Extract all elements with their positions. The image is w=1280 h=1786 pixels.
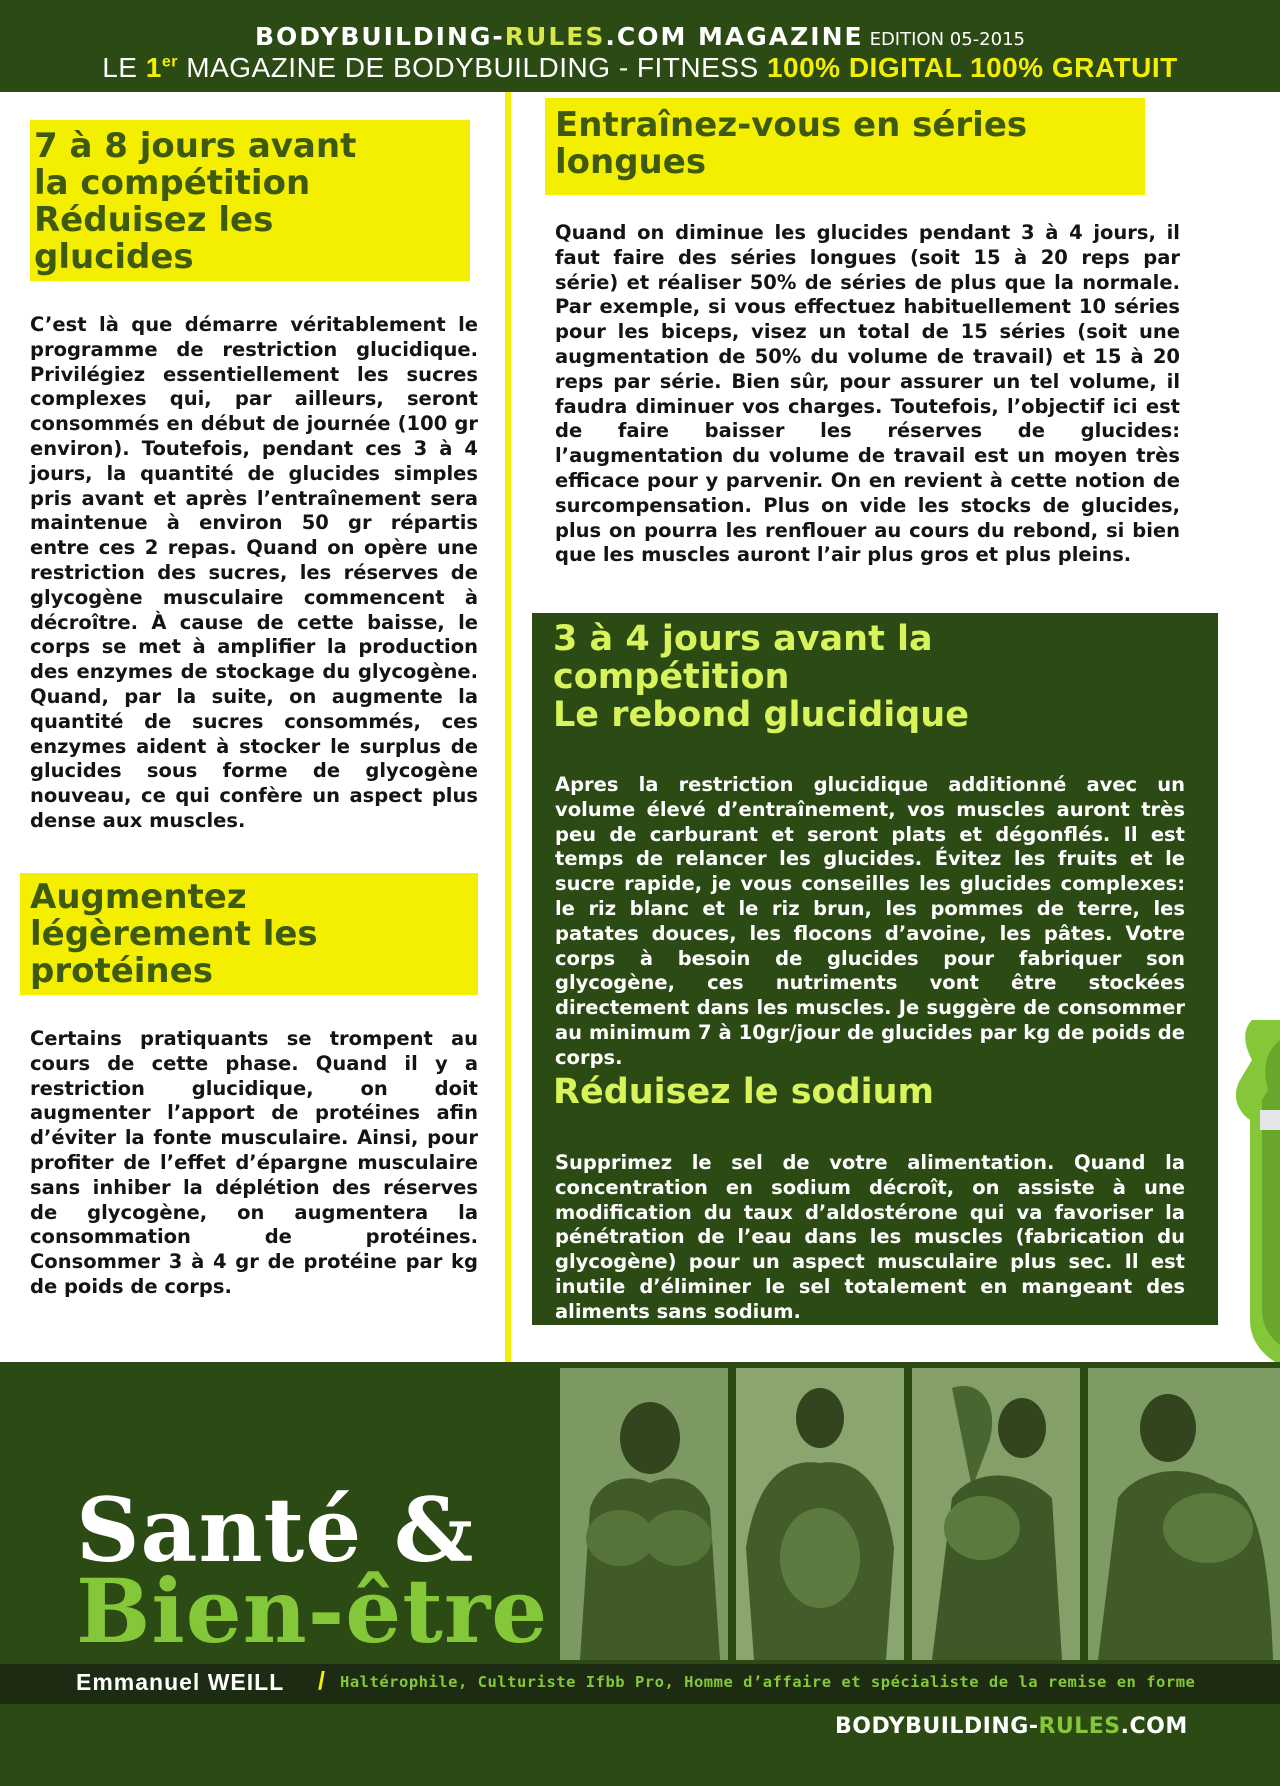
- section-heading-proteins: [20, 873, 478, 995]
- heading-line: protéines: [30, 951, 213, 991]
- magazine-title: [0, 22, 1280, 51]
- section-heading-long-sets: [545, 98, 1145, 195]
- heading-line: compétition: [553, 657, 790, 697]
- section-body-proteins: Certains pratiquants se trompent au cours de cette phase. Quand il y a restriction glucidique, on doit augmenter l’apport de protéines afin d’éviter la fonte musculaire. Ainsi, pour profiter de l’effet d’épargne musculaire sans inhiber la déplétion des réserves de glycogène, on augmentera la consommation de protéines. Consommer 3 à 4 gr de protéine par kg de poids de corps.: [30, 1027, 478, 1298]
- masthead: [0, 0, 1280, 92]
- decorative-highlight: [1260, 1110, 1280, 1130]
- footer-site-accent: RULES: [1038, 1714, 1121, 1739]
- section-body-carb-rebound: Apres la restriction glucidique additionné avec un volume élevé d’entraînement, vos muscles auront très peu de carburant et seront plats et dégonflés. Il est temps de relancer les glucides. Évitez les fruits et le sucre rapide, je vous conseilles les glucides complexes: le riz blanc et le riz brun, les pommes de terre, les patates douces, les flocons d’avoine, les pâtes. Votre corps à besoin de glucides pour fabriquer son glycogène, ces nutriments vont être stockées directement dans les muscles. Je suggère de consommer au minimum 7 à 10gr/jour de glucides par kg de poids de corps.: [555, 773, 1185, 1069]
- athlete-silhouette: [560, 1368, 728, 1660]
- section-body-sodium: Supprimez le sel de votre alimentation. Quand la concentration en sodium décroît, on assiste à une modification du taux d’aldostérone qui va favoriser la pénétration de l’eau dans les muscles (fabrication du glycogène) pour un aspect musculaire plus sec. Il est inutile d’éliminer le sel totalement en mangeant des aliments sans sodium.: [555, 1151, 1185, 1323]
- heading-line: longues: [555, 142, 707, 182]
- feature-title-line2: Bien-être: [76, 1559, 549, 1663]
- decorative-lime-shape: [1222, 1020, 1280, 1365]
- site-name-post: .COM MAGAZINE: [605, 22, 864, 51]
- heading-line: 3 à 4 jours avant la: [553, 619, 933, 659]
- feature-title-line1: Santé &: [76, 1478, 475, 1582]
- author-role: Haltérophile, Culturiste Ifbb Pro, Homme d’affaire et spécialiste de la remise en forme: [340, 1673, 1196, 1691]
- tagline-superscript: er: [161, 53, 178, 71]
- footer-site-link[interactable]: [835, 1714, 1188, 1739]
- heading-line: légèrement les: [30, 914, 318, 954]
- heading-line: Augmentez: [30, 877, 247, 917]
- athlete-silhouette: [1088, 1368, 1280, 1660]
- section-heading-carb-rebound: [553, 620, 1193, 734]
- footer-site-post: .COM: [1120, 1714, 1188, 1739]
- footer-site-pre: BODYBUILDING-: [835, 1714, 1039, 1739]
- athlete-photo: [560, 1368, 728, 1660]
- athlete-photo: [1088, 1368, 1280, 1660]
- athlete-silhouette: [736, 1368, 904, 1660]
- section-heading-sodium: Réduisez le sodium: [553, 1072, 935, 1112]
- heading-line: Réduisez les: [34, 200, 274, 240]
- tagline-number: 1: [145, 52, 162, 83]
- edition-label: EDITION 05-2015: [869, 29, 1025, 50]
- athlete-silhouette: [912, 1368, 1080, 1660]
- athlete-photo-strip: [560, 1368, 1280, 1660]
- column-divider: [505, 92, 511, 1362]
- tagline-pre: LE: [102, 52, 146, 83]
- heading-line: Entraînez-vous en séries: [555, 105, 1028, 145]
- heading-line: la compétition: [34, 163, 311, 203]
- heading-line: 7 à 8 jours avant: [34, 126, 357, 166]
- section-body-reduce-carbs: C’est là que démarre véritablement le programme de restriction glucidique. Privilégiez essentiellement les sucres complexes qui, par ailleurs, seront consommés en début de journée (100 gr environ). Toutefois, pendant ces 3 à 4 jours, la quantité de glucides simples pris avant et après l’entraînement sera maintenue à environ 50 gr répartis entre ces 2 repas. Quand on opère une restriction des sucres, les réserves de glycogène musculaire commencent à décroître. À cause de cette baisse, le corps se met à amplifier la production des enzymes de stockage du glycogène. Quand, par la suite, on augmente la quantité de sucres consommés, ces enzymes aident à stocker le surplus de glucides sous forme de glycogène nouveau, ce qui confère un aspect plus dense aux muscles.: [30, 313, 478, 832]
- tagline-mid: MAGAZINE DE BODYBUILDING - FITNESS: [177, 52, 767, 83]
- magazine-tagline: [0, 52, 1280, 84]
- site-name-pre: BODYBUILDING-: [254, 22, 505, 51]
- tagline-highlight: 100% DIGITAL 100% GRATUIT: [766, 52, 1178, 83]
- athlete-photo: [736, 1368, 904, 1660]
- section-body-long-sets: Quand on diminue les glucides pendant 3 à 4 jours, il faut faire des séries longues (soit 15 à 20 reps par série) et réaliser 50% de séries de plus que la normale. Par exemple, si vous effectuez habituellement 10 séries pour les biceps, visez un total de 15 séries (soit une augmentation de 50% du volume de travail) et 15 à 20 reps par série. Bien sûr, pour assurer un tel volume, il faudra diminuer vos charges. Toutefois, l’objectif ici est de faire baisser les réserves de glucides: l’augmentation du volume de travail est un moyen très efficace pour y parvenir. On en revient à cette notion de surcompensation. Plus on vide les stocks de glucides, plus on pourra les renflouer au cours du rebond, si bien que les muscles auront l’air plus gros et plus pleins.: [555, 221, 1180, 567]
- athlete-photo: [912, 1368, 1080, 1660]
- heading-line: Le rebond glucidique: [553, 695, 969, 735]
- site-name-accent: RULES: [504, 22, 606, 51]
- heading-line: glucides: [34, 237, 194, 277]
- section-heading-reduce-carbs: [30, 120, 470, 281]
- author-separator: /: [318, 1667, 325, 1695]
- author-name: Emmanuel WEILL: [76, 1669, 285, 1695]
